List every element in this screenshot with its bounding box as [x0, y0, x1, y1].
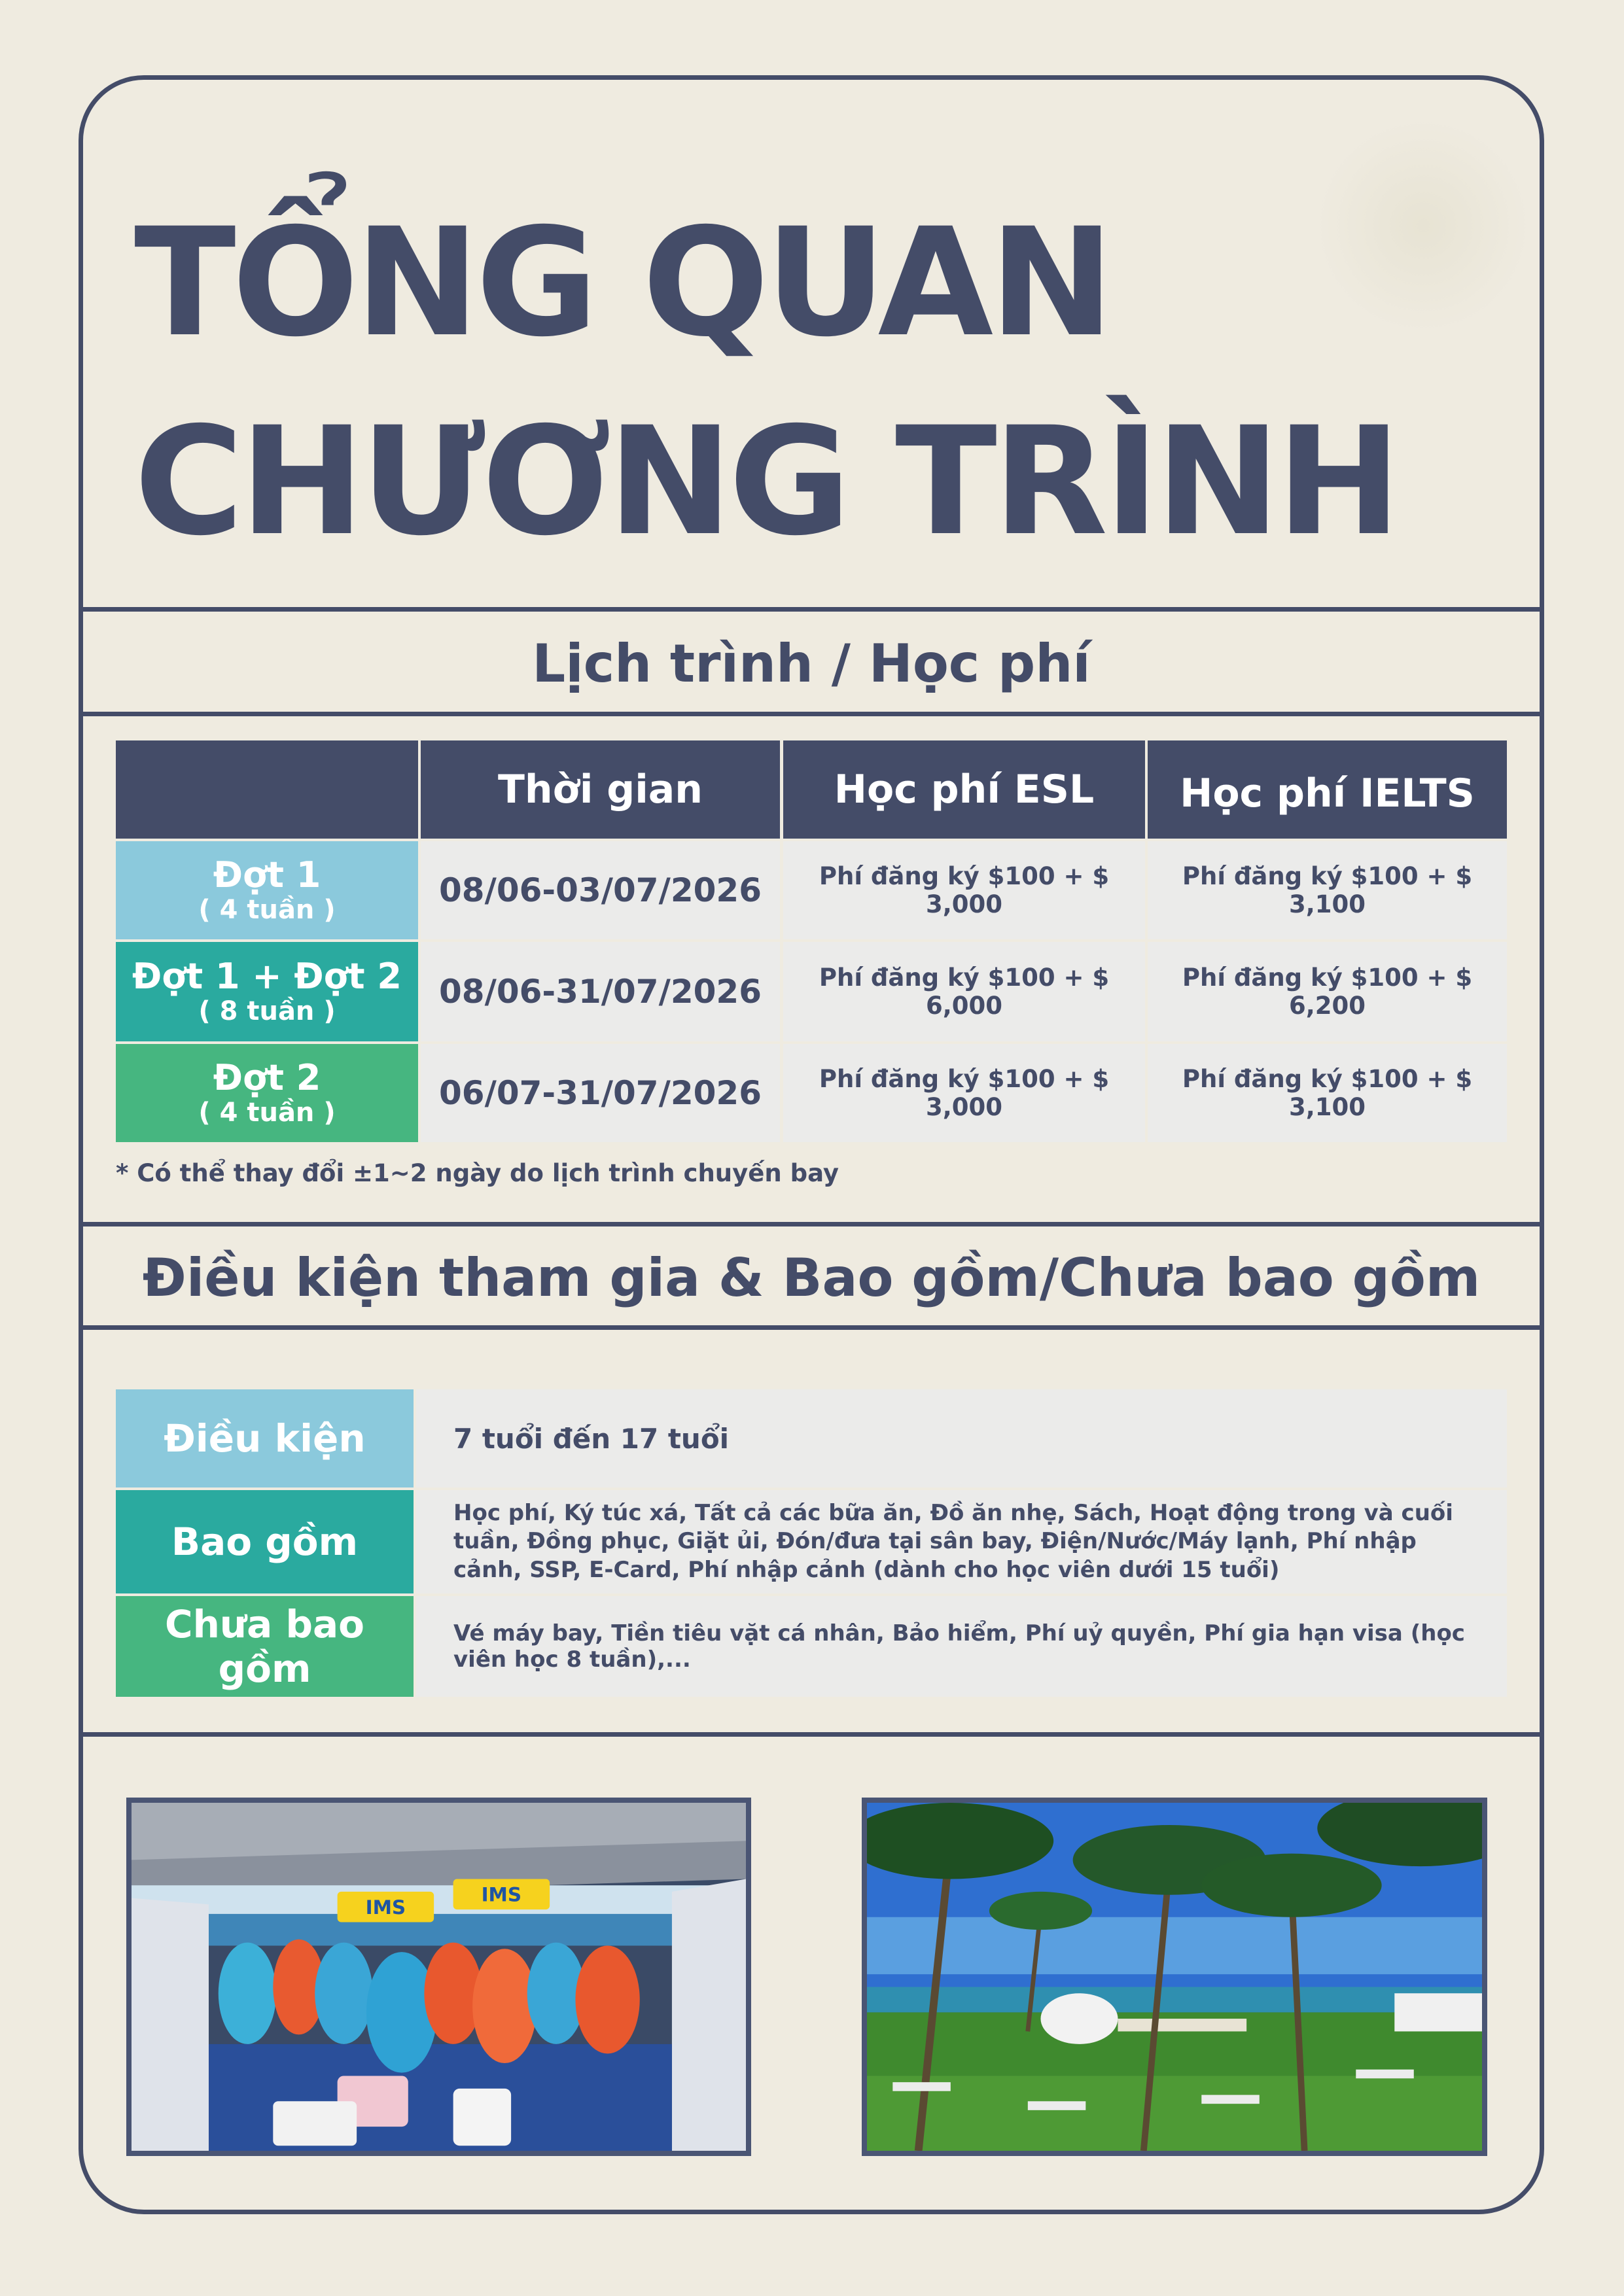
table-header-ielts: Học phí IELTS: [1148, 740, 1507, 839]
photo-boat-group: [126, 1798, 751, 2156]
table-row-period: [116, 942, 418, 1041]
schedule-footnote: * Có thể thay đổi ±1~2 ngày do lịch trình chuyến bay: [116, 1159, 839, 1187]
schedule-heading: Lịch trình / Học phí: [532, 633, 1091, 694]
conditions-text: 7 tuổi đến 17 tuổi: [416, 1389, 1507, 1487]
page-title-line-1: TỔNG QUAN: [134, 196, 1110, 370]
period-duration: ( 8 tuần ): [198, 996, 336, 1026]
divider: [79, 1222, 1544, 1226]
divider: [79, 1732, 1544, 1737]
table-cell-dates: 08/06-31/07/2026: [421, 942, 780, 1041]
conditions-heading: Điều kiện tham gia & Bao gồm/Chưa bao gồm: [142, 1247, 1481, 1308]
boat-sign-text: IMS: [481, 1883, 522, 1906]
table-cell-esl-fee: Phí đăng ký $100 + $ 6,000: [783, 942, 1145, 1041]
decorative-glow: [1315, 118, 1531, 334]
boat-sign-text: IMS: [365, 1896, 406, 1919]
period-duration: ( 4 tuần ): [198, 1097, 336, 1128]
divider: [79, 1325, 1544, 1330]
page-title-line-2: CHƯƠNG TRÌNH: [134, 394, 1398, 568]
table-cell-ielts-fee: Phí đăng ký $100 + $ 3,100: [1148, 1044, 1507, 1142]
table-cell-esl-fee: Phí đăng ký $100 + $ 3,000: [783, 1044, 1145, 1142]
table-cell-dates: 06/07-31/07/2026: [421, 1044, 780, 1142]
conditions-label: Điều kiện: [116, 1389, 414, 1487]
divider: [79, 607, 1544, 612]
period-name: Đợt 2: [213, 1057, 321, 1099]
table-header-empty: [116, 740, 418, 839]
photo-resort-palms: [862, 1798, 1487, 2156]
divider: [79, 712, 1544, 716]
table-cell-dates: 08/06-03/07/2026: [421, 841, 780, 939]
period-name: Đợt 1: [213, 854, 321, 896]
table-header-esl: Học phí ESL: [783, 740, 1145, 839]
table-row-period: [116, 1044, 418, 1142]
table-cell-ielts-fee: Phí đăng ký $100 + $ 6,200: [1148, 942, 1507, 1041]
period-duration: ( 4 tuần ): [198, 894, 336, 925]
table-row-period: [116, 841, 418, 939]
included-label: Bao gồm: [116, 1490, 414, 1593]
table-header-time: Thời gian: [421, 740, 780, 839]
not-included-text: Vé máy bay, Tiền tiêu vặt cá nhân, Bảo hiểm, Phí uỷ quyền, Phí gia hạn visa (học viên học 8 tuần),...: [416, 1596, 1507, 1697]
table-cell-ielts-fee: Phí đăng ký $100 + $ 3,100: [1148, 841, 1507, 939]
included-text: Học phí, Ký túc xá, Tất cả các bữa ăn, Đồ ăn nhẹ, Sách, Hoạt động trong và cuối tuần, Đồng phục, Giặt ủi, Đón/đưa tại sân bay, Điện/Nước/Máy lạnh, Phí nhập cảnh, SSP, E-Card, Phí nhập cảnh (dành cho học viên dưới 15 tuổi): [416, 1490, 1507, 1593]
period-name: Đợt 1 + Đợt 2: [132, 956, 402, 998]
not-included-label: Chưa bao gồm: [116, 1596, 414, 1697]
table-cell-esl-fee: Phí đăng ký $100 + $ 3,000: [783, 841, 1145, 939]
